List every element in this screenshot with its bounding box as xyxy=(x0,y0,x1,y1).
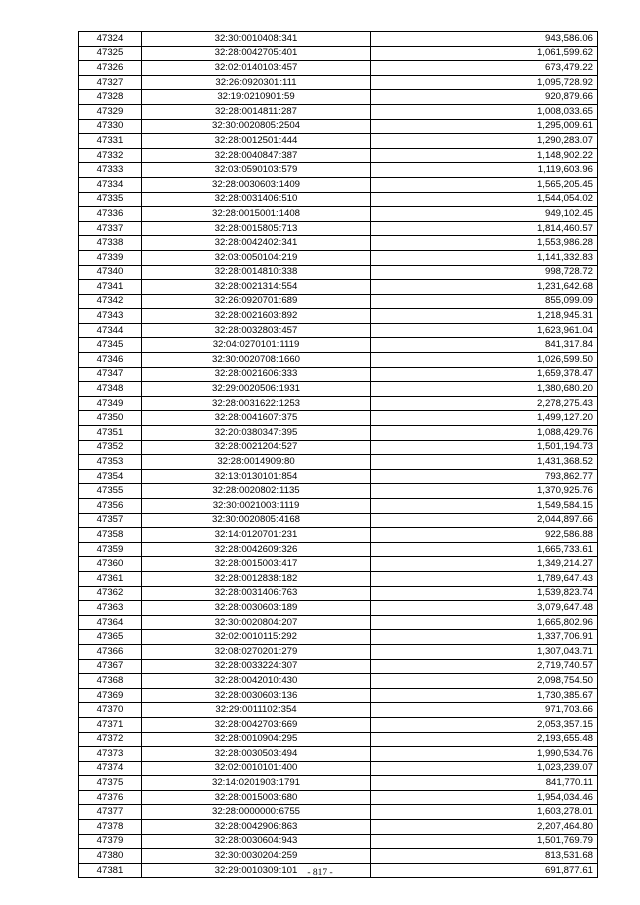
table-row xyxy=(79,571,598,586)
cadastral-number-cell: 32:28:0031622:1253 xyxy=(142,396,371,411)
amount-cell: 1,603,278.01 xyxy=(371,805,598,820)
table-row xyxy=(79,119,598,134)
row-number-cell: 47364 xyxy=(79,615,142,630)
row-number-cell: 47327 xyxy=(79,75,142,90)
row-number-cell: 47344 xyxy=(79,323,142,338)
cadastral-number-cell: 32:28:0030503:494 xyxy=(142,747,371,762)
row-number-cell: 47331 xyxy=(79,134,142,149)
row-number-cell: 47333 xyxy=(79,163,142,178)
row-number-cell: 47361 xyxy=(79,571,142,586)
amount-cell: 1,954,034.46 xyxy=(371,790,598,805)
row-number-cell: 47380 xyxy=(79,849,142,864)
amount-cell: 2,207,464.80 xyxy=(371,820,598,835)
cadastral-number-cell: 32:28:0014909:80 xyxy=(142,455,371,470)
row-number-cell: 47362 xyxy=(79,586,142,601)
table-row xyxy=(79,163,598,178)
amount-cell: 1,544,054.02 xyxy=(371,192,598,207)
table-row xyxy=(79,411,598,426)
table-row xyxy=(79,674,598,689)
table-row xyxy=(79,207,598,222)
cadastral-number-cell: 32:29:0011102:354 xyxy=(142,703,371,718)
row-number-cell: 47348 xyxy=(79,382,142,397)
cadastral-number-cell: 32:29:0020506:1931 xyxy=(142,382,371,397)
table-row xyxy=(79,703,598,718)
row-number-cell: 47325 xyxy=(79,46,142,61)
amount-cell: 793,862.77 xyxy=(371,469,598,484)
row-number-cell: 47365 xyxy=(79,630,142,645)
row-number-cell: 47378 xyxy=(79,820,142,835)
row-number-cell: 47328 xyxy=(79,90,142,105)
table-row xyxy=(79,469,598,484)
amount-cell: 1,148,902.22 xyxy=(371,148,598,163)
cadastral-number-cell: 32:30:0020708:1660 xyxy=(142,353,371,368)
table-row xyxy=(79,557,598,572)
table-row xyxy=(79,338,598,353)
amount-cell: 841,770.11 xyxy=(371,776,598,791)
row-number-cell: 47351 xyxy=(79,426,142,441)
amount-cell: 922,586.88 xyxy=(371,528,598,543)
row-number-cell: 47377 xyxy=(79,805,142,820)
amount-cell: 1,659,378.47 xyxy=(371,367,598,382)
row-number-cell: 47379 xyxy=(79,834,142,849)
table-row xyxy=(79,104,598,119)
row-number-cell: 47350 xyxy=(79,411,142,426)
row-number-cell: 47381 xyxy=(79,863,142,878)
row-number-cell: 47338 xyxy=(79,236,142,251)
amount-cell: 1,553,986.28 xyxy=(371,236,598,251)
amount-cell: 1,814,460.57 xyxy=(371,221,598,236)
table-row xyxy=(79,601,598,616)
row-number-cell: 47337 xyxy=(79,221,142,236)
row-number-cell: 47375 xyxy=(79,776,142,791)
table-row xyxy=(79,542,598,557)
amount-cell: 1,023,239.07 xyxy=(371,761,598,776)
cadastral-number-cell: 32:28:0042609:326 xyxy=(142,542,371,557)
row-number-cell: 47353 xyxy=(79,455,142,470)
amount-cell: 841,317.84 xyxy=(371,338,598,353)
cadastral-number-cell: 32:28:0032803:457 xyxy=(142,323,371,338)
amount-cell: 1,008,033.65 xyxy=(371,104,598,119)
row-number-cell: 47329 xyxy=(79,104,142,119)
table-row xyxy=(79,294,598,309)
row-number-cell: 47369 xyxy=(79,688,142,703)
amount-cell: 1,499,127.20 xyxy=(371,411,598,426)
table-row xyxy=(79,426,598,441)
cadastral-number-cell: 32:28:0012838:182 xyxy=(142,571,371,586)
row-number-cell: 47354 xyxy=(79,469,142,484)
row-number-cell: 47324 xyxy=(79,32,142,47)
amount-cell: 1,061,599.62 xyxy=(371,46,598,61)
cadastral-number-cell: 32:28:0042906:863 xyxy=(142,820,371,835)
cadastral-number-cell: 32:02:0010115:292 xyxy=(142,630,371,645)
cadastral-number-cell: 32:28:0021204:527 xyxy=(142,440,371,455)
page-number: - 817 - xyxy=(307,868,333,878)
table-row xyxy=(79,747,598,762)
registry-table-body xyxy=(79,32,598,878)
table-row xyxy=(79,90,598,105)
amount-cell: 813,531.68 xyxy=(371,849,598,864)
amount-cell: 1,218,945.31 xyxy=(371,309,598,324)
row-number-cell: 47368 xyxy=(79,674,142,689)
row-number-cell: 47355 xyxy=(79,484,142,499)
amount-cell: 673,479.22 xyxy=(371,61,598,76)
amount-cell: 1,119,603.96 xyxy=(371,163,598,178)
table-row xyxy=(79,250,598,265)
table-row xyxy=(79,790,598,805)
table-row xyxy=(79,820,598,835)
row-number-cell: 47374 xyxy=(79,761,142,776)
table-row xyxy=(79,265,598,280)
table-row xyxy=(79,688,598,703)
cadastral-number-cell: 32:30:0030204:259 xyxy=(142,849,371,864)
amount-cell: 1,088,429.76 xyxy=(371,426,598,441)
amount-cell: 1,337,706.91 xyxy=(371,630,598,645)
amount-cell: 949,102.45 xyxy=(371,207,598,222)
amount-cell: 2,098,754.50 xyxy=(371,674,598,689)
cadastral-number-cell: 32:28:0042402:341 xyxy=(142,236,371,251)
table-row xyxy=(79,192,598,207)
amount-cell: 1,290,283.07 xyxy=(371,134,598,149)
table-row xyxy=(79,499,598,514)
amount-cell: 2,278,275.43 xyxy=(371,396,598,411)
cadastral-number-cell: 32:28:0014810:338 xyxy=(142,265,371,280)
row-number-cell: 47367 xyxy=(79,659,142,674)
cadastral-number-cell: 32:28:0042010:430 xyxy=(142,674,371,689)
cadastral-number-cell: 32:28:0015001:1408 xyxy=(142,207,371,222)
amount-cell: 1,730,385.67 xyxy=(371,688,598,703)
cadastral-number-cell: 32:28:0020802:1135 xyxy=(142,484,371,499)
amount-cell: 1,665,733.61 xyxy=(371,542,598,557)
table-row xyxy=(79,221,598,236)
cadastral-number-cell: 32:14:0201903:1791 xyxy=(142,776,371,791)
cadastral-number-cell: 32:02:0140103:457 xyxy=(142,61,371,76)
table-row xyxy=(79,309,598,324)
cadastral-number-cell: 32:13:0130101:854 xyxy=(142,469,371,484)
amount-cell: 1,231,642.68 xyxy=(371,280,598,295)
table-row xyxy=(79,46,598,61)
amount-cell: 971,703.66 xyxy=(371,703,598,718)
amount-cell: 1,380,680.20 xyxy=(371,382,598,397)
row-number-cell: 47342 xyxy=(79,294,142,309)
row-number-cell: 47352 xyxy=(79,440,142,455)
amount-cell: 1,370,925.76 xyxy=(371,484,598,499)
row-number-cell: 47349 xyxy=(79,396,142,411)
cadastral-number-cell: 32:28:0040847:387 xyxy=(142,148,371,163)
cadastral-number-cell: 32:26:0920701:689 xyxy=(142,294,371,309)
row-number-cell: 47345 xyxy=(79,338,142,353)
amount-cell: 1,665,802.96 xyxy=(371,615,598,630)
amount-cell: 943,586.06 xyxy=(371,32,598,47)
cadastral-number-cell: 32:28:0021606:333 xyxy=(142,367,371,382)
amount-cell: 1,295,009.61 xyxy=(371,119,598,134)
table-row xyxy=(79,396,598,411)
cadastral-number-cell: 32:28:0041607:375 xyxy=(142,411,371,426)
row-number-cell: 47363 xyxy=(79,601,142,616)
row-number-cell: 47357 xyxy=(79,513,142,528)
cadastral-number-cell: 32:28:0030603:136 xyxy=(142,688,371,703)
row-number-cell: 47372 xyxy=(79,732,142,747)
table-row xyxy=(79,484,598,499)
cadastral-number-cell: 32:28:0012501:444 xyxy=(142,134,371,149)
table-row xyxy=(79,382,598,397)
row-number-cell: 47335 xyxy=(79,192,142,207)
amount-cell: 920,879.66 xyxy=(371,90,598,105)
table-row xyxy=(79,513,598,528)
amount-cell: 1,431,368.52 xyxy=(371,455,598,470)
row-number-cell: 47334 xyxy=(79,177,142,192)
table-row xyxy=(79,615,598,630)
amount-cell: 2,193,655.48 xyxy=(371,732,598,747)
row-number-cell: 47343 xyxy=(79,309,142,324)
cadastral-number-cell: 32:28:0015003:680 xyxy=(142,790,371,805)
row-number-cell: 47370 xyxy=(79,703,142,718)
table-row xyxy=(79,732,598,747)
cadastral-number-cell: 32:14:0120701:231 xyxy=(142,528,371,543)
amount-cell: 1,501,769.79 xyxy=(371,834,598,849)
row-number-cell: 47371 xyxy=(79,717,142,732)
amount-cell: 3,079,647.48 xyxy=(371,601,598,616)
cadastral-number-cell: 32:28:0000000:6755 xyxy=(142,805,371,820)
table-row xyxy=(79,75,598,90)
cadastral-number-cell: 32:28:0030603:189 xyxy=(142,601,371,616)
amount-cell: 1,095,728.92 xyxy=(371,75,598,90)
amount-cell: 1,539,823.74 xyxy=(371,586,598,601)
amount-cell: 691,877.61 xyxy=(371,863,598,878)
cadastral-number-cell: 32:28:0021603:892 xyxy=(142,309,371,324)
table-row xyxy=(79,323,598,338)
table-row xyxy=(79,849,598,864)
amount-cell: 998,728.72 xyxy=(371,265,598,280)
table-row xyxy=(79,134,598,149)
cadastral-number-cell: 32:03:0590103:579 xyxy=(142,163,371,178)
row-number-cell: 47346 xyxy=(79,353,142,368)
row-number-cell: 47373 xyxy=(79,747,142,762)
amount-cell: 855,099.09 xyxy=(371,294,598,309)
registry-table xyxy=(78,31,598,878)
amount-cell: 2,719,740.57 xyxy=(371,659,598,674)
amount-cell: 1,789,647.43 xyxy=(371,571,598,586)
table-row xyxy=(79,717,598,732)
cadastral-number-cell: 32:04:0270101:1119 xyxy=(142,338,371,353)
cadastral-number-cell: 32:28:0010904:295 xyxy=(142,732,371,747)
table-row xyxy=(79,280,598,295)
table-row xyxy=(79,32,598,47)
amount-cell: 1,501,194.73 xyxy=(371,440,598,455)
cadastral-number-cell: 32:28:0030604:943 xyxy=(142,834,371,849)
table-row xyxy=(79,236,598,251)
cadastral-number-cell: 32:03:0050104:219 xyxy=(142,250,371,265)
cadastral-number-cell: 32:30:0020805:4168 xyxy=(142,513,371,528)
amount-cell: 1,565,205.45 xyxy=(371,177,598,192)
amount-cell: 2,044,897.66 xyxy=(371,513,598,528)
cadastral-number-cell: 32:30:0010408:341 xyxy=(142,32,371,47)
table-row xyxy=(79,177,598,192)
cadastral-number-cell: 32:28:0030603:1409 xyxy=(142,177,371,192)
cadastral-number-cell: 32:28:0014811:287 xyxy=(142,104,371,119)
amount-cell: 1,141,332.83 xyxy=(371,250,598,265)
table-row xyxy=(79,353,598,368)
table-row xyxy=(79,148,598,163)
cadastral-number-cell: 32:29:0010309:101 xyxy=(142,863,371,878)
cadastral-number-cell: 32:08:0270201:279 xyxy=(142,644,371,659)
amount-cell: 1,307,043.71 xyxy=(371,644,598,659)
cadastral-number-cell: 32:28:0031406:510 xyxy=(142,192,371,207)
row-number-cell: 47326 xyxy=(79,61,142,76)
row-number-cell: 47332 xyxy=(79,148,142,163)
row-number-cell: 47358 xyxy=(79,528,142,543)
cadastral-number-cell: 32:02:0010101:400 xyxy=(142,761,371,776)
row-number-cell: 47341 xyxy=(79,280,142,295)
row-number-cell: 47359 xyxy=(79,542,142,557)
row-number-cell: 47339 xyxy=(79,250,142,265)
table-row xyxy=(79,586,598,601)
cadastral-number-cell: 32:30:0020804:207 xyxy=(142,615,371,630)
table-row xyxy=(79,644,598,659)
amount-cell: 1,026,599.50 xyxy=(371,353,598,368)
amount-cell: 2,053,357.15 xyxy=(371,717,598,732)
row-number-cell: 47347 xyxy=(79,367,142,382)
cadastral-number-cell: 32:30:0021003:1119 xyxy=(142,499,371,514)
table-row xyxy=(79,61,598,76)
amount-cell: 1,349,214.27 xyxy=(371,557,598,572)
row-number-cell: 47340 xyxy=(79,265,142,280)
table-row xyxy=(79,761,598,776)
row-number-cell: 47330 xyxy=(79,119,142,134)
table-row xyxy=(79,659,598,674)
table-row xyxy=(79,455,598,470)
cadastral-number-cell: 32:28:0042705:401 xyxy=(142,46,371,61)
table-row xyxy=(79,367,598,382)
amount-cell: 1,549,584.15 xyxy=(371,499,598,514)
cadastral-number-cell: 32:19:0210901:59 xyxy=(142,90,371,105)
cadastral-number-cell: 32:26:0920301:111 xyxy=(142,75,371,90)
cadastral-number-cell: 32:28:0015003:417 xyxy=(142,557,371,572)
row-number-cell: 47356 xyxy=(79,499,142,514)
cadastral-number-cell: 32:20:0380347:395 xyxy=(142,426,371,441)
row-number-cell: 47336 xyxy=(79,207,142,222)
cadastral-number-cell: 32:28:0015805:713 xyxy=(142,221,371,236)
table-row xyxy=(79,805,598,820)
table-row xyxy=(79,528,598,543)
cadastral-number-cell: 32:28:0031406:763 xyxy=(142,586,371,601)
table-row xyxy=(79,776,598,791)
cadastral-number-cell: 32:28:0033224:307 xyxy=(142,659,371,674)
table-row xyxy=(79,834,598,849)
row-number-cell: 47366 xyxy=(79,644,142,659)
cadastral-number-cell: 32:28:0042703:669 xyxy=(142,717,371,732)
table-row xyxy=(79,630,598,645)
amount-cell: 1,623,961.04 xyxy=(371,323,598,338)
row-number-cell: 47376 xyxy=(79,790,142,805)
cadastral-number-cell: 32:30:0020805:2504 xyxy=(142,119,371,134)
cadastral-number-cell: 32:28:0021314:554 xyxy=(142,280,371,295)
row-number-cell: 47360 xyxy=(79,557,142,572)
table-row xyxy=(79,440,598,455)
amount-cell: 1,990,534.76 xyxy=(371,747,598,762)
